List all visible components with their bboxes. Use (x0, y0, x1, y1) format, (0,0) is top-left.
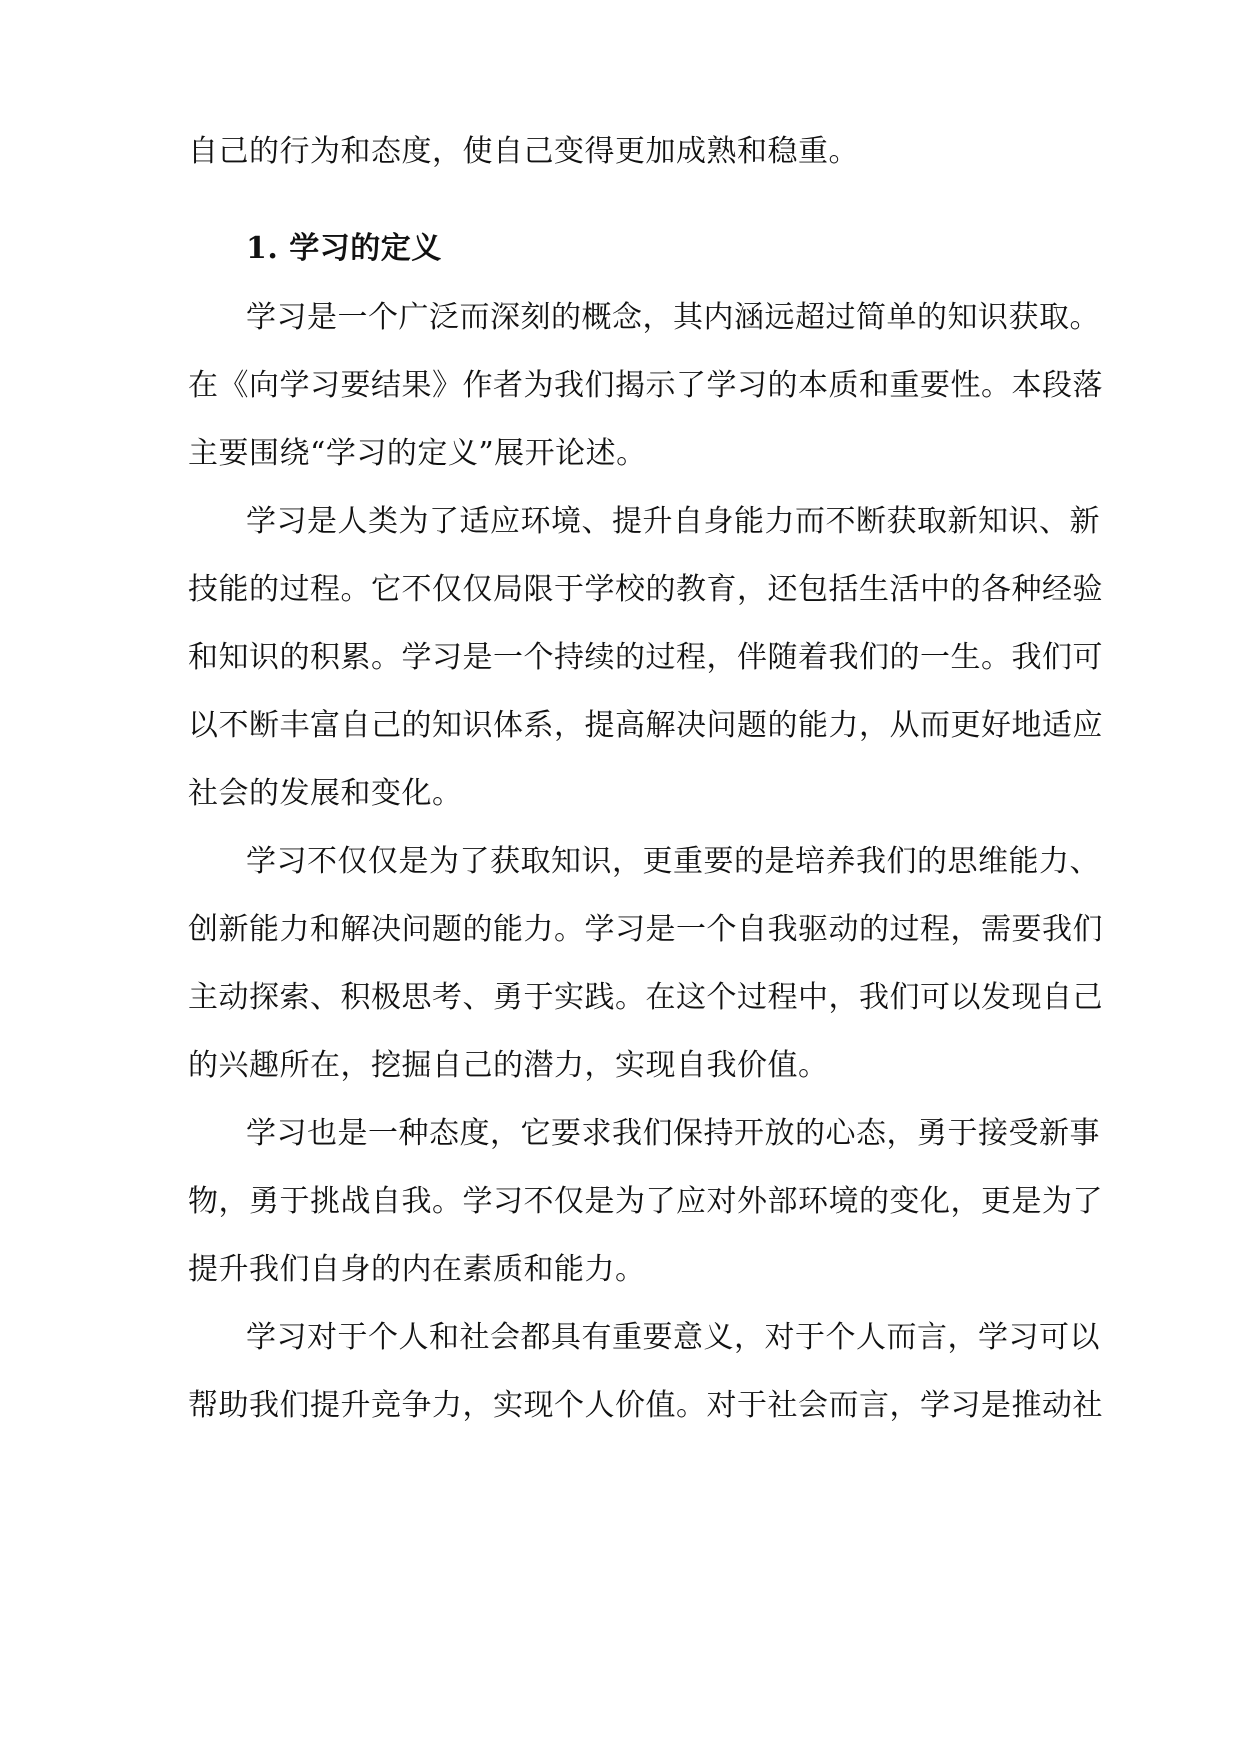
paragraph-line: 以不断丰富自己的知识体系，提高解决问题的能力，从而更好地适应 (188, 708, 1103, 743)
paragraph-line: 社会的发展和变化。 (188, 776, 463, 811)
carryover-line: 自己的行为和态度，使自己变得更加成熟和稳重。 (188, 134, 859, 169)
paragraph-line: 学习不仅仅是为了获取知识，更重要的是培养我们的思维能力、 (246, 844, 1100, 879)
paragraph-line: 主要围绕“学习的定义”展开论述。 (188, 436, 647, 471)
paragraph-line: 学习是一个广泛而深刻的概念，其内涵远超过简单的知识获取。 (246, 300, 1100, 335)
paragraph-line: 学习对于个人和社会都具有重要意义，对于个人而言，学习可以 (246, 1320, 1100, 1355)
paragraph-line: 的兴趣所在，挖掘自己的潜力，实现自我价值。 (188, 1048, 829, 1083)
paragraph-line: 创新能力和解决问题的能力。学习是一个自我驱动的过程，需要我们 (188, 912, 1103, 947)
paragraph-line: 主动探索、积极思考、勇于实践。在这个过程中，我们可以发现自己 (188, 980, 1103, 1015)
paragraph-line: 帮助我们提升竞争力，实现个人价值。对于社会而言，学习是推动社 (188, 1388, 1103, 1423)
paragraph-line: 在《向学习要结果》作者为我们揭示了学习的本质和重要性。本段落 (188, 368, 1103, 403)
paragraph-line: 学习是人类为了适应环境、提升自身能力而不断获取新知识、新 (246, 504, 1100, 539)
paragraph-line: 学习也是一种态度，它要求我们保持开放的心态，勇于接受新事 (246, 1116, 1100, 1151)
paragraph-line: 和知识的积累。学习是一个持续的过程，伴随着我们的一生。我们可 (188, 640, 1103, 675)
paragraph-line: 提升我们自身的内在素质和能力。 (188, 1252, 646, 1287)
paragraph-line: 物，勇于挑战自我。学习不仅是为了应对外部环境的变化，更是为了 (188, 1184, 1103, 1219)
section-heading: 1. 学习的定义 (246, 231, 442, 266)
paragraph-line: 技能的过程。它不仅仅局限于学校的教育，还包括生活中的各种经验 (188, 572, 1103, 607)
